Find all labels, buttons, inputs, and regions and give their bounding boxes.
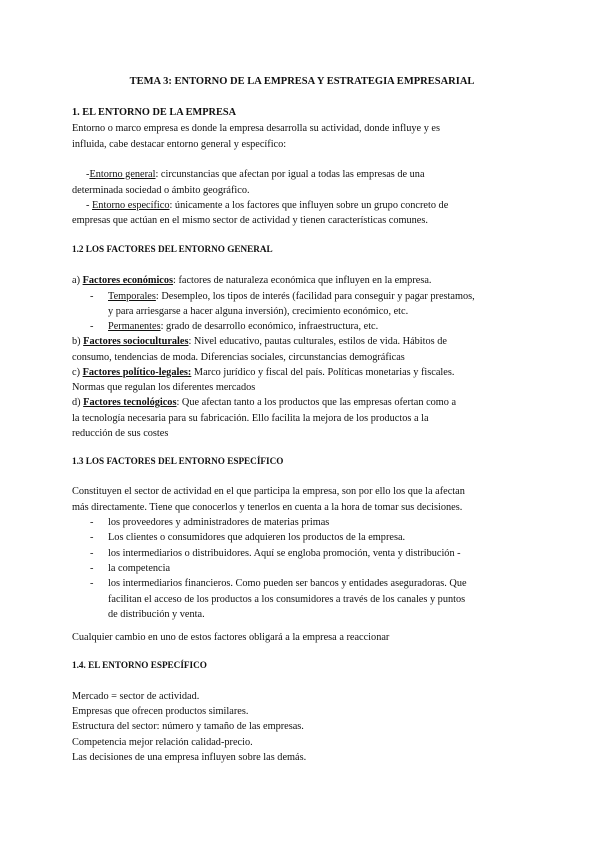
s13-intro-line-1: Constituyen el sector de actividad en el que participa la empresa, son por ello los que la afectan (72, 486, 465, 497)
section-1-heading: 1. EL ENTORNO DE LA EMPRESA (72, 107, 237, 118)
factor-b-term: Factores socioculturales (83, 336, 189, 347)
page-title: TEMA 3: ENTORNO DE LA EMPRESA Y ESTRATEGIA EMPRESARIAL (129, 76, 475, 87)
factor-tecnologico-line-3: reducción de sus costes (72, 428, 169, 439)
list-item-text-cont-2: de distribución y venta. (108, 609, 205, 620)
permanentes-term: Permanentes (108, 321, 161, 332)
entorno-especifico-term: Entorno específico (92, 200, 170, 211)
section-1-4-heading: 1.4. EL ENTORNO ESPECÍFICO (72, 660, 207, 670)
permanentes-text: : grado de desarrollo económico, infraestructura, etc. (160, 321, 379, 332)
list-item-text: Los clientes o consumidores que adquieren los productos de la empresa. (108, 532, 406, 543)
list-dash: - (90, 321, 94, 332)
list-item-text: los intermediarios financieros. Como pueden ser bancos y entidades aseguradoras. Que (108, 578, 467, 589)
s14-line: Las decisiones de una empresa influyen sobre las demás. (72, 752, 307, 763)
temporales-text: : Desempleo, los tipos de interés (facilidad para conseguir y pagar prestamos, (155, 291, 475, 302)
s14-line: Empresas que ofrecen productos similares. (72, 706, 249, 717)
entorno-especifico-line-1 (86, 198, 546, 214)
list-dash: - (90, 563, 94, 574)
factor-d-text: : Que afectan tanto a los productos que las empresas ofertan como a (176, 397, 457, 408)
factor-a-term: Factores económicos (82, 275, 174, 286)
factor-d-term: Factores tecnológicos (83, 397, 177, 408)
entorno-especifico-line-2: empresas que actúan en el mismo sector de actividad y tienen características comunes. (72, 215, 428, 226)
factor-a-text: : factores de naturaleza económica que influyen en la empresa. (173, 275, 432, 286)
factor-c-prefix: c) (72, 367, 83, 378)
entorno-especifico-prefix: - (86, 200, 93, 211)
temporales-term: Temporales (108, 291, 156, 302)
list-item-text-cont-1: facilitan el acceso de los productos a los consumidores a través de los canales y puntos (108, 594, 466, 605)
s1-intro-line-2: influida, cabe destacar entorno general y específico: (72, 139, 287, 150)
list-dash: - (90, 548, 94, 559)
list-dash: - (90, 532, 94, 543)
s14-line: Estructura del sector: número y tamaño de las empresas. (72, 721, 304, 732)
entorno-general-text: : circunstancias que afectan por igual a todas las empresas de una (155, 169, 425, 180)
factor-economico-line (72, 273, 532, 289)
permanentes-line-1 (108, 319, 538, 335)
entorno-general-prefix: - (86, 169, 90, 180)
factor-c-text: Marco jurídico y fiscal del país. Políticas monetarias y fiscales. (191, 367, 455, 378)
s13-intro-line-2: más directamente. Tiene que conocerlos y tenerlos en cuenta a la hora de tomar sus decisiones. (72, 502, 463, 513)
factor-politico-line-1 (72, 365, 532, 381)
list-dash: - (90, 291, 94, 302)
entorno-general-line-2: determinada sociedad o ámbito geográfico. (72, 185, 250, 196)
factor-politico-line-2: Normas que regulan los diferentes mercados (72, 382, 256, 393)
s1-intro-line-1: Entorno o marco empresa es donde la empresa desarrolla su actividad, donde influye y es (72, 123, 440, 134)
section-1-3-heading: 1.3 LOS FACTORES DEL ENTORNO ESPECÍFICO (72, 456, 284, 466)
factor-tecnologico-line-1 (72, 395, 532, 411)
factor-c-term: Factores político-legales: (82, 367, 192, 378)
temporales-line-2: y para arriesgarse a hacer alguna inversión), crecimiento económico, etc. (108, 306, 409, 317)
entorno-general-term: Entorno general (89, 169, 156, 180)
factor-d-prefix: d) (72, 397, 84, 408)
list-item-text: la competencia (108, 563, 171, 574)
factor-a-prefix: a) (72, 275, 83, 286)
list-item-text: los intermediarios o distribuidores. Aquí se engloba promoción, venta y distribución - (108, 548, 461, 559)
list-dash: - (90, 517, 94, 528)
factor-b-text: : Nivel educativo, pautas culturales, estilos de vida. Hábitos de (188, 336, 447, 347)
entorno-general-line-1 (86, 167, 546, 183)
factor-tecnologico-line-2: la tecnología necesaria para su fabricación. Ello facilita la mejora de los productos a la (72, 413, 429, 424)
factor-sociocultural-line-2: consumo, tendencias de moda. Diferencias sociales, circunstancias demográficas (72, 352, 405, 363)
s13-closing: Cualquier cambio en uno de estos factores obligará a la empresa a reaccionar (72, 632, 390, 643)
temporales-line-1 (108, 289, 538, 305)
factor-sociocultural-line-1 (72, 334, 532, 350)
factor-b-prefix: b) (72, 336, 84, 347)
section-1-2-heading: 1.2 LOS FACTORES DEL ENTORNO GENERAL (72, 244, 273, 254)
entorno-especifico-text: : únicamente a los factores que influyen sobre un grupo concreto de (169, 200, 449, 211)
s14-line: Competencia mejor relación calidad-precio. (72, 737, 253, 748)
list-dash: - (90, 578, 94, 589)
s14-line: Mercado = sector de actividad. (72, 691, 200, 702)
list-item-text: los proveedores y administradores de materias primas (108, 517, 330, 528)
